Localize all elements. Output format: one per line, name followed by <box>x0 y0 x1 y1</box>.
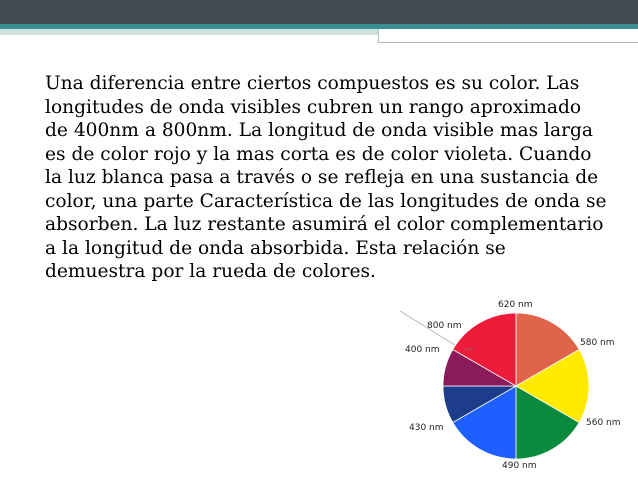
label-430nm: 430 nm <box>409 423 444 433</box>
label-400nm: 400 nm <box>405 345 440 355</box>
label-620nm: 620 nm <box>498 300 533 310</box>
color-wheel <box>392 293 632 479</box>
slide-paragraph: Una diferencia entre ciertos compuestos es su color. Las longitudes de onda visibles cubren un rango aproximado de 400nm a 800nm. La longitud de onda visible mas larga es de color rojo y la mas corta es de color violeta. Cuando la luz blanca pasa a través o se refleja en una sustancia de color, una parte Característica de las longitudes de onda se absorben. La luz restante asumirá el color complementario a la longitud de onda absorbida. Esta relación se demuestra por la rueda de colores. <box>45 73 607 282</box>
label-560nm: 560 nm <box>586 418 621 428</box>
label-580nm: 580 nm <box>580 338 615 348</box>
header-bar <box>0 0 638 24</box>
header-tab <box>378 29 638 43</box>
label-490nm: 490 nm <box>502 461 537 471</box>
label-800nm: 800 nm <box>427 321 462 331</box>
